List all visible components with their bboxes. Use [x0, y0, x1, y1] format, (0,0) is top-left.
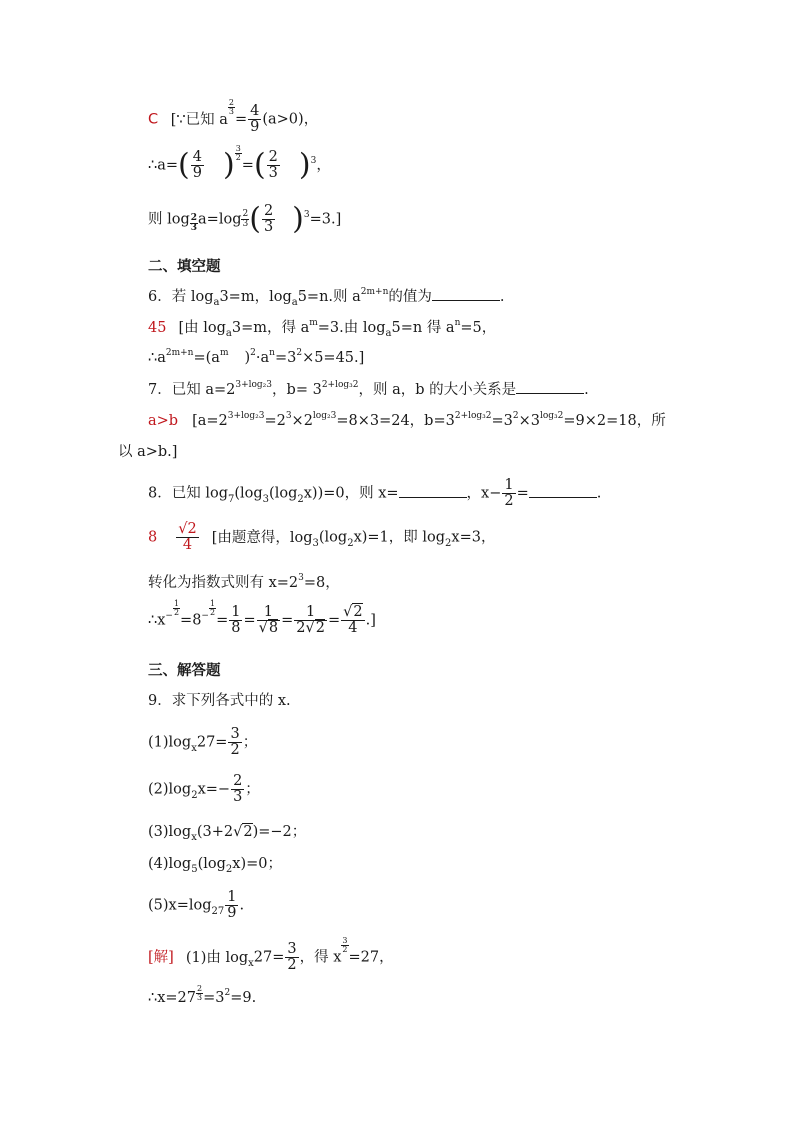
q9-solution-1: [解] (1)由 $\log_x27=$ $\frac{3}{2}$ ，得 x $\frac{3}{2}$ =27，	[148, 936, 394, 974]
q6-solution-1: 45 [由 $\log_a3=m$，得 $a^m=3$.由 $\log_a5=n$ 得 $a^n=5$，	[148, 318, 497, 339]
q9-item-5: $(5)x=\log_{27}$ $\frac{1}{9}$ .	[148, 889, 245, 922]
answer-blank	[529, 485, 597, 498]
answer-blank	[399, 485, 467, 498]
answer-fraction: $\frac{√2}{4}$	[178, 521, 197, 554]
q9-intro: 9．求下列各式中的 x.	[148, 693, 291, 709]
q8-solution-1: 8 $\frac{√2}{4}$ [由题意得，$\log_3(\log_2x)=1$，即 $\log_2x=3$，	[148, 521, 496, 554]
q6-solution-2: $\therefore a^{2m+n}=(a^m$ )$^2\cdot a^n=3^2\times 5=45$.]	[148, 348, 365, 366]
exponent-fraction: $\frac{3}{2}$	[235, 144, 241, 162]
section-heading-fill-blank: 二、填空题	[148, 258, 221, 275]
answer-label: 8	[148, 529, 158, 546]
q6-question: 6．若 $\log_a3=m$，$\log_a5=n$.则 $a^{2m+n}$的值为 .	[148, 287, 505, 308]
fraction: $\frac{4}{9}$	[192, 149, 202, 182]
section-heading-answer-questions: 三、解答题	[148, 662, 221, 679]
q5-line-3: 则 log $\frac{2}{3}$ a=log $\frac{2}{3}$ ( $\frac{2}{3}$ )$^3$=3.]	[148, 201, 342, 237]
q7-solution-2: 以 a>b.]	[118, 444, 178, 460]
q9-item-4: $(4)\log_5(\log_2x)=0$；	[148, 856, 282, 875]
q9-item-1: $(1)\log_x27=$ $\frac{3}{2}$ ；	[148, 726, 258, 759]
fraction: $\frac{2}{3}$	[268, 149, 278, 182]
fraction: $\frac{2}{3}$	[263, 203, 274, 236]
answer-label: 45	[148, 320, 167, 336]
q8-solution-2: 转化为指数式则有 $x=2^3=8$，	[148, 573, 340, 591]
q5-line-1: C [∵已知 a $\frac{2}{3}$ = $\frac{4}{9}$ (a>0)，	[148, 98, 319, 136]
exponent-fraction: $\frac{2}{3}$	[228, 98, 234, 116]
answer-blank	[516, 381, 584, 394]
q9-solution-2: ∴x=27 $\frac{2}{3}$ $=3^2=9$.	[148, 984, 257, 1006]
q8-solution-3: ∴x− $\frac{1}{2}$ =8− $\frac{1}{2}$ = $\frac{1}{8}$ = $\frac{1}{√8}$ = $\frac{1}{2√2}$ = $\frac{√2}{4}$ .]	[148, 599, 376, 637]
q5-line-2: ∴a=( $\frac{4}{9}$ ) $\frac{3}{2}$ =( $\frac{2}{3}$ )$^3$，	[148, 144, 331, 183]
q7-question: 7．已知 $a=2^{3+log_23}$，$b= 3^{2+log_32}$，则 a，b 的大小关系是 .	[148, 380, 589, 398]
q8-question: 8．已知 $\log_7(\log_3(\log_2x))=0$，则 x= ，x− $\frac{1}{2}$ = .	[148, 477, 602, 510]
solution-tag: [解]	[148, 949, 174, 966]
answer-label: a>b	[148, 413, 179, 429]
fraction: $\frac{4}{9}$	[250, 103, 260, 136]
q7-solution-1: a>b [$a=2^{3+log_23}=2^3\times 2^{log_23}=8\times 3=24$，$b=3^{2+log_32}=3^2\times 3^{log_32}=9\times 2=18$，所	[148, 411, 666, 429]
q9-item-2: $(2)\log_2x=-$ $\frac{2}{3}$ ；	[148, 773, 260, 806]
answer-blank	[432, 288, 500, 301]
answer-label: C	[148, 111, 159, 128]
q9-item-3: $(3)\log_x(3+2√2)=-2$；	[148, 824, 307, 843]
